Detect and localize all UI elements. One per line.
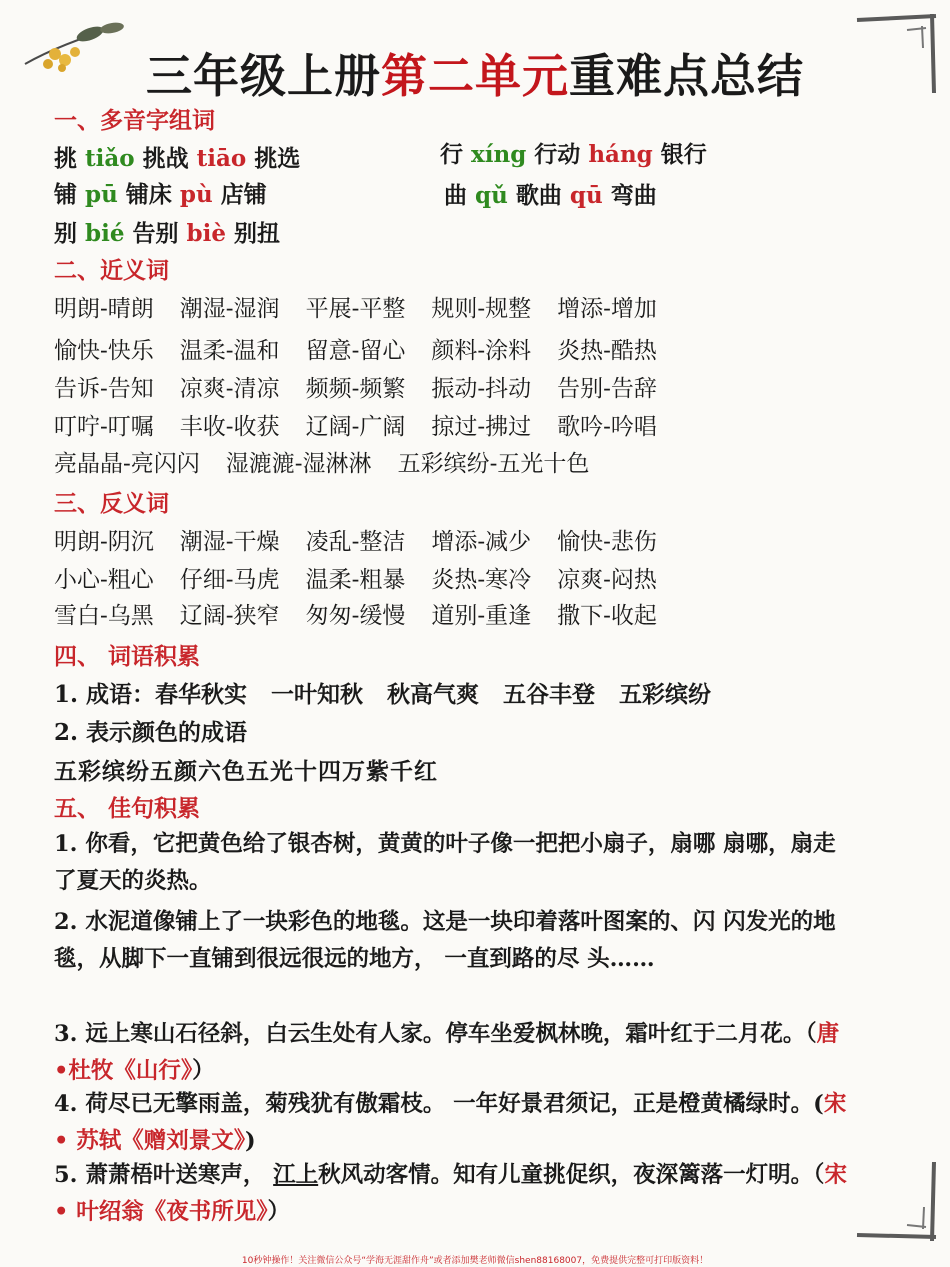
pinyin-red: háng — [588, 141, 653, 168]
polyphone-word: 挑选 — [254, 145, 301, 172]
polyphone-word: 歌曲 — [515, 182, 562, 209]
idiom: 春华秋实 — [155, 681, 248, 708]
synonym-pair: 歌吟-吟唱 — [557, 414, 657, 440]
synonym-row — [54, 408, 683, 441]
synonym-pair: 明朗-晴朗 — [54, 296, 154, 322]
sentence-source: 宋 • 叶绍翁《夜书所见》 — [54, 1162, 847, 1225]
sentence-end: ） — [267, 1199, 290, 1225]
synonym-pair: 炎热-酷热 — [557, 338, 657, 364]
idiom: 一叶知秋 — [271, 681, 364, 708]
synonym-pair: 潮湿-湿润 — [179, 296, 280, 322]
antonym-pair: 雪白-乌黑 — [54, 603, 154, 629]
synonym-pair: 颜料-涂料 — [431, 338, 532, 364]
antonym-pair: 辽阔-狭窄 — [179, 603, 280, 629]
antonym-row — [54, 523, 683, 556]
polyphone-word: 弯曲 — [610, 182, 657, 209]
polyphone-qu — [444, 177, 657, 210]
synonym-pair: 振动-抖动 — [431, 376, 532, 402]
antonym-pair: 仔细-马虎 — [179, 567, 280, 593]
title-part2: 第二单元 — [381, 49, 569, 103]
polyphone-char: 挑 — [54, 145, 77, 172]
synonym-pair: 凉爽-清凉 — [179, 376, 280, 402]
sentence-source: 宋 • 苏轼《赠刘景文》 — [54, 1091, 847, 1154]
polyphone-char: 曲 — [444, 182, 467, 209]
synonym-pair: 频频-频繁 — [305, 376, 406, 402]
sentence-5 — [54, 1157, 854, 1231]
polyphone-word: 告别 — [132, 220, 179, 247]
synonym-pair: 亮晶晶-亮闪闪 — [54, 451, 200, 477]
section-heading-synonyms: 二、近义词 — [54, 257, 169, 284]
pinyin-green: xíng — [471, 141, 527, 168]
sentence-2: 2. 水泥道像铺上了一块彩色的地毯。这是一块印着落叶图案的、闪 闪发光的地毯，从脚下一直铺到很远很远的地方， 一直到路的尽 头…… — [54, 909, 836, 972]
sentence-4 — [54, 1086, 854, 1160]
synonym-pair: 掠过-拂过 — [431, 414, 532, 440]
synonym-pair: 湿漉漉-湿淋淋 — [225, 451, 372, 477]
sentence-3 — [54, 1016, 854, 1090]
pinyin-red: tiāo — [196, 145, 247, 172]
idioms-row — [54, 676, 735, 709]
pinyin-red: qū — [569, 182, 603, 209]
synonym-pair: 增添-增加 — [557, 296, 657, 322]
sentence-end: ) — [244, 1128, 256, 1154]
idioms-label: 1. 成语： — [54, 681, 156, 708]
idiom: 五谷丰登 — [503, 681, 596, 708]
idiom: 五彩缤纷 — [619, 681, 712, 708]
antonym-pair: 匆匆-缓慢 — [305, 603, 406, 629]
antonym-pair: 凌乱-整洁 — [305, 529, 406, 555]
synonym-row — [54, 290, 683, 323]
synonym-pair: 叮咛-叮嘱 — [54, 414, 154, 440]
synonym-pair: 平展-平整 — [305, 296, 406, 322]
polyphone-char: 行 — [440, 141, 463, 168]
polyphone-word: 挑战 — [142, 145, 189, 172]
color-idioms-label: 2. 表示颜色的成语 — [54, 719, 248, 746]
polyphone-bie — [54, 215, 280, 248]
antonym-pair: 小心-粗心 — [54, 567, 154, 593]
idiom: 秋高气爽 — [387, 681, 480, 708]
polyphone-pu — [54, 176, 267, 209]
polyphone-xing — [440, 136, 707, 169]
sentence-text: 5. 萧萧梧叶送寒声， — [54, 1162, 274, 1188]
color-idioms: 五彩缤纷五颜六色五光十四万紫千红 — [54, 758, 438, 785]
antonym-pair: 明朗-阴沉 — [54, 529, 154, 555]
polyphone-tiao — [54, 140, 300, 173]
polyphone-char: 铺 — [54, 181, 77, 208]
pinyin-red: pù — [179, 181, 213, 208]
section-heading-sentences: 五、 佳句积累 — [54, 795, 201, 822]
pinyin-green: bié — [85, 220, 125, 247]
pinyin-green: tiǎo — [85, 145, 135, 172]
synonym-row — [54, 445, 615, 478]
section-heading-polyphones: 一、多音字组词 — [54, 107, 215, 134]
polyphone-word: 银行 — [660, 141, 707, 168]
sentence-text: 3. 远上寒山石径斜，白云生处有人家。停车坐爱枫林晚，霜叶红于二月花。（ — [54, 1021, 817, 1047]
antonym-pair: 愉快-悲伤 — [557, 529, 657, 555]
antonym-pair: 凉爽-闷热 — [557, 567, 657, 593]
synonym-pair: 温柔-温和 — [179, 338, 280, 364]
polyphone-word: 行动 — [534, 141, 581, 168]
polyphone-char: 别 — [54, 220, 77, 247]
polyphone-word: 铺床 — [125, 181, 172, 208]
synonym-pair: 留意-留心 — [305, 338, 406, 364]
antonym-pair: 撒下-收起 — [557, 603, 657, 629]
title-part3: 重难点总结 — [569, 49, 804, 103]
antonym-pair: 炎热-寒冷 — [431, 567, 532, 593]
footer-note: 10秒钟操作！关注微信公众号“学海无涯甜作舟”或者添加樊老师微信shen88168007，免费提供完整可打印版资料！ — [241, 1256, 709, 1266]
antonym-pair: 温柔-粗暴 — [305, 567, 406, 593]
title-part1: 三年级上册 — [146, 49, 381, 103]
synonym-pair: 丰收-收获 — [179, 414, 280, 440]
synonym-row — [54, 370, 683, 403]
synonym-pair: 告别-告辞 — [557, 376, 657, 402]
sentence-end: ） — [192, 1058, 215, 1084]
sentence-source: 唐 •杜牧《山行》 — [54, 1021, 840, 1084]
sentence-text: 4. 荷尽已无擎雨盖，菊残犹有傲霜枝。 一年好景君须记，正是橙黄橘绿时。( — [54, 1091, 824, 1117]
antonym-pair: 增添-减少 — [431, 529, 532, 555]
section-heading-word-accumulation: 四、 词语积累 — [54, 643, 201, 670]
antonym-pair: 潮湿-干燥 — [179, 529, 280, 555]
synonym-pair: 五彩缤纷-五光十色 — [397, 451, 590, 477]
polyphone-word: 别扭 — [233, 220, 280, 247]
sentence-text: 秋风动客情。知有儿童挑促织，夜深篱落一灯明。（ — [318, 1162, 825, 1188]
section-heading-antonyms: 三、反义词 — [54, 490, 169, 517]
synonym-row — [54, 332, 683, 365]
antonym-row — [54, 597, 683, 630]
pinyin-green: pū — [85, 181, 118, 208]
antonym-pair: 道别-重逢 — [431, 603, 532, 629]
synonym-pair: 愉快-快乐 — [54, 338, 154, 364]
synonym-pair: 辽阔-广阔 — [305, 414, 406, 440]
polyphone-word: 店铺 — [220, 181, 267, 208]
page-title — [0, 40, 950, 106]
corner-frame-decoration-bottom — [852, 1157, 942, 1247]
pinyin-green: qǔ — [475, 182, 508, 209]
synonym-pair: 规则-规整 — [431, 296, 532, 322]
synonym-pair: 告诉-告知 — [54, 376, 154, 402]
sentence-underlined: 江上 — [273, 1162, 319, 1188]
pinyin-red: biè — [186, 220, 226, 247]
sentence-1: 1. 你看，它把黄色给了银杏树，黄黄的叶子像一把把小扇子，扇哪 扇哪，扇走了夏天的炎热。 — [54, 831, 836, 894]
antonym-row — [54, 561, 683, 594]
